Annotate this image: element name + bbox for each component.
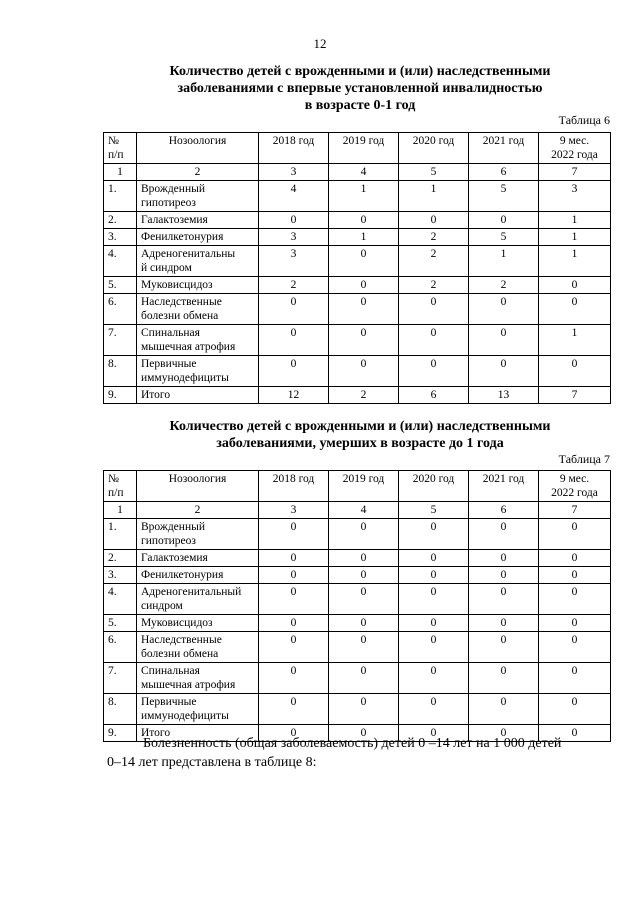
table-cell: 5 [399, 502, 469, 519]
table-cell: 8. [104, 356, 137, 387]
table6 [103, 132, 611, 404]
table-row [104, 246, 611, 277]
table-cell: 0 [469, 212, 539, 229]
table-cell: 0 [469, 584, 539, 615]
table-cell: 1 [539, 229, 611, 246]
table-cell: 2018 год [259, 471, 329, 502]
table-row [104, 694, 611, 725]
table-cell: 0 [539, 725, 611, 742]
table7-label: Таблица 7 [558, 452, 610, 466]
table-row [104, 325, 611, 356]
table-cell: 0 [329, 325, 399, 356]
table-cell: 0 [329, 277, 399, 294]
table-cell: 0 [399, 632, 469, 663]
table-cell: 0 [329, 212, 399, 229]
table6-heading-line: Количество детей с врожденными и (или) наследственными [169, 64, 551, 79]
table-cell: 0 [259, 584, 329, 615]
table6-heading [100, 63, 620, 114]
table-cell: 9. [104, 387, 137, 404]
table-cell: Галактоземия [137, 212, 259, 229]
table-cell: 0 [259, 663, 329, 694]
table-row [104, 632, 611, 663]
table6-heading-line: заболеваниями с впервые установленной инвалидностью [177, 81, 543, 96]
table-row [104, 663, 611, 694]
table-cell: 0 [399, 550, 469, 567]
table-cell: Наследственные болезни обмена [137, 632, 259, 663]
header-row [104, 471, 611, 502]
table-cell: Адреногенитальны й синдром [137, 246, 259, 277]
table-cell: 1 [399, 181, 469, 212]
table-cell: 2019 год [329, 471, 399, 502]
table-cell: 0 [399, 615, 469, 632]
table-cell: 0 [469, 550, 539, 567]
table-cell: 0 [469, 567, 539, 584]
table-cell: 9. [104, 725, 137, 742]
header-row [104, 133, 611, 164]
table-cell: Адреногенитальный синдром [137, 584, 259, 615]
table-row [104, 387, 611, 404]
table-row [104, 519, 611, 550]
table-cell: Муковисцидоз [137, 615, 259, 632]
table-cell: 1 [469, 246, 539, 277]
table-cell: 4 [259, 181, 329, 212]
table-cell: № п/п [104, 471, 137, 502]
table-cell: 0 [259, 519, 329, 550]
table-cell: Муковисцидоз [137, 277, 259, 294]
table-cell: Галактоземия [137, 550, 259, 567]
table-cell: Фенилкетонурия [137, 229, 259, 246]
table-cell: 5 [469, 181, 539, 212]
table-cell: 0 [539, 584, 611, 615]
table-cell: 0 [329, 246, 399, 277]
table-cell: 0 [539, 632, 611, 663]
table-cell: 2 [469, 277, 539, 294]
table-cell: Нозоология [137, 133, 259, 164]
table-cell: 0 [259, 615, 329, 632]
column-number-row [104, 164, 611, 181]
table-row [104, 229, 611, 246]
table-cell: 0 [329, 519, 399, 550]
table-cell: 5. [104, 615, 137, 632]
table7-heading-line: Количество детей с врожденными и (или) наследственными [169, 419, 551, 434]
table-cell: 0 [399, 567, 469, 584]
table-cell: 0 [539, 550, 611, 567]
paragraph-line: 0–14 лет представлена в таблице 8: [107, 755, 317, 770]
table-row [104, 584, 611, 615]
paragraph-line: Болезненность (общая заболеваемость) детей 0 –14 лет на 1 000 детей [143, 736, 562, 751]
table-cell: 2021 год [469, 133, 539, 164]
table-cell: 9 мес. 2022 года [539, 133, 611, 164]
table-cell: 0 [539, 356, 611, 387]
table-cell: 0 [469, 519, 539, 550]
table-cell: Врожденный гипотиреоз [137, 519, 259, 550]
table-cell: 0 [329, 615, 399, 632]
table-cell: 2. [104, 550, 137, 567]
table-cell: 0 [469, 663, 539, 694]
table-cell: Первичные иммунодефициты [137, 694, 259, 725]
table-cell: 7 [539, 502, 611, 519]
table-cell: 7. [104, 325, 137, 356]
table7-heading [100, 418, 620, 452]
table-cell: 0 [329, 294, 399, 325]
table-cell: 0 [469, 694, 539, 725]
table-cell: 0 [259, 567, 329, 584]
table6-label: Таблица 6 [558, 113, 610, 127]
table-cell: 0 [259, 694, 329, 725]
table-cell: 0 [399, 294, 469, 325]
table-cell: 6. [104, 632, 137, 663]
table-cell: 3 [539, 181, 611, 212]
table-cell: 1 [104, 164, 137, 181]
table-cell: 2 [137, 502, 259, 519]
table-cell: 2 [399, 246, 469, 277]
table-cell: 3 [259, 164, 329, 181]
table-cell: 2021 год [469, 471, 539, 502]
table-cell: 0 [539, 663, 611, 694]
table-cell: 2 [329, 387, 399, 404]
table-cell: 0 [469, 615, 539, 632]
table-cell: Врожденный гипотиреоз [137, 181, 259, 212]
table-row [104, 615, 611, 632]
table-cell: 0 [259, 356, 329, 387]
table-cell: 0 [259, 294, 329, 325]
table-cell: 0 [329, 694, 399, 725]
table-cell: 4 [329, 164, 399, 181]
table-cell: 0 [469, 632, 539, 663]
table-cell: 0 [399, 663, 469, 694]
table-cell: 0 [259, 725, 329, 742]
column-number-row [104, 502, 611, 519]
table-cell: 7 [539, 164, 611, 181]
table-cell: 0 [399, 694, 469, 725]
table-row [104, 550, 611, 567]
table-cell: 0 [539, 277, 611, 294]
table-cell: Первичные иммунодефициты [137, 356, 259, 387]
table-cell: 0 [399, 584, 469, 615]
table-cell: 0 [469, 325, 539, 356]
table-cell: 3 [259, 502, 329, 519]
table-cell: 0 [329, 632, 399, 663]
table-cell: 1. [104, 519, 137, 550]
table-cell: № п/п [104, 133, 137, 164]
table-cell: 0 [469, 356, 539, 387]
table-cell: 0 [469, 294, 539, 325]
table-cell: 2 [137, 164, 259, 181]
table-cell: 2020 год [399, 133, 469, 164]
table-cell: 0 [399, 325, 469, 356]
table-cell: 0 [329, 567, 399, 584]
table-cell: 8. [104, 694, 137, 725]
table-cell: 1 [329, 181, 399, 212]
table-cell: Фенилкетонурия [137, 567, 259, 584]
table-cell: 0 [259, 632, 329, 663]
table-cell: 7. [104, 663, 137, 694]
table-cell: 4. [104, 246, 137, 277]
table-cell: Итого [137, 725, 259, 742]
table-cell: 0 [539, 519, 611, 550]
table-cell: 6 [469, 164, 539, 181]
table-cell: 0 [329, 356, 399, 387]
table-cell: 0 [469, 725, 539, 742]
table-cell: 1 [329, 229, 399, 246]
table-cell: 3. [104, 229, 137, 246]
table-cell: 5 [399, 164, 469, 181]
table-cell: 3. [104, 567, 137, 584]
table-cell: 5 [469, 229, 539, 246]
table-cell: 1 [539, 212, 611, 229]
table-cell: 0 [399, 725, 469, 742]
table-cell: 0 [539, 615, 611, 632]
table-cell: 0 [259, 212, 329, 229]
table-cell: 2 [399, 229, 469, 246]
table-cell: 0 [539, 567, 611, 584]
table-cell: 1. [104, 181, 137, 212]
table-cell: 0 [329, 725, 399, 742]
table-cell: 0 [329, 663, 399, 694]
table-cell: 6 [399, 387, 469, 404]
table7-heading-line: заболеваниями, умерших в возрасте до 1 года [216, 436, 504, 451]
page-number: 12 [313, 36, 327, 51]
table-cell: 4 [329, 502, 399, 519]
table-cell: Наследственные болезни обмена [137, 294, 259, 325]
table-cell: 2 [399, 277, 469, 294]
table-row [104, 356, 611, 387]
table-cell: 2019 год [329, 133, 399, 164]
table-cell: 7 [539, 387, 611, 404]
table-cell: 0 [329, 584, 399, 615]
table6-heading-line: в возрасте 0-1 год [304, 98, 416, 113]
table-cell: 13 [469, 387, 539, 404]
table7 [103, 470, 611, 742]
table-row [104, 181, 611, 212]
table-cell: 1 [539, 246, 611, 277]
table-cell: 2. [104, 212, 137, 229]
table-cell: Нозоология [137, 471, 259, 502]
table-cell: Спинальная мышечная атрофия [137, 325, 259, 356]
table-cell: 3 [259, 229, 329, 246]
table-cell: 0 [399, 519, 469, 550]
table-cell: 0 [329, 550, 399, 567]
table-cell: 4. [104, 584, 137, 615]
table-cell: Итого [137, 387, 259, 404]
table-cell: 5. [104, 277, 137, 294]
table-cell: 0 [259, 550, 329, 567]
table-row [104, 567, 611, 584]
table-cell: 6 [469, 502, 539, 519]
table-cell: 6. [104, 294, 137, 325]
table-cell: 0 [259, 325, 329, 356]
table-cell: 0 [539, 694, 611, 725]
table-cell: 0 [539, 294, 611, 325]
table-cell: 9 мес. 2022 года [539, 471, 611, 502]
table-cell: 2 [259, 277, 329, 294]
table-cell: 0 [399, 356, 469, 387]
table-row [104, 294, 611, 325]
table-row [104, 277, 611, 294]
table-cell: Спинальная мышечная атрофия [137, 663, 259, 694]
table-cell: 2018 год [259, 133, 329, 164]
table-cell: 0 [399, 212, 469, 229]
table-cell: 12 [259, 387, 329, 404]
table-cell: 1 [104, 502, 137, 519]
table-row [104, 212, 611, 229]
table-cell: 1 [539, 325, 611, 356]
table-cell: 2020 год [399, 471, 469, 502]
table-cell: 3 [259, 246, 329, 277]
